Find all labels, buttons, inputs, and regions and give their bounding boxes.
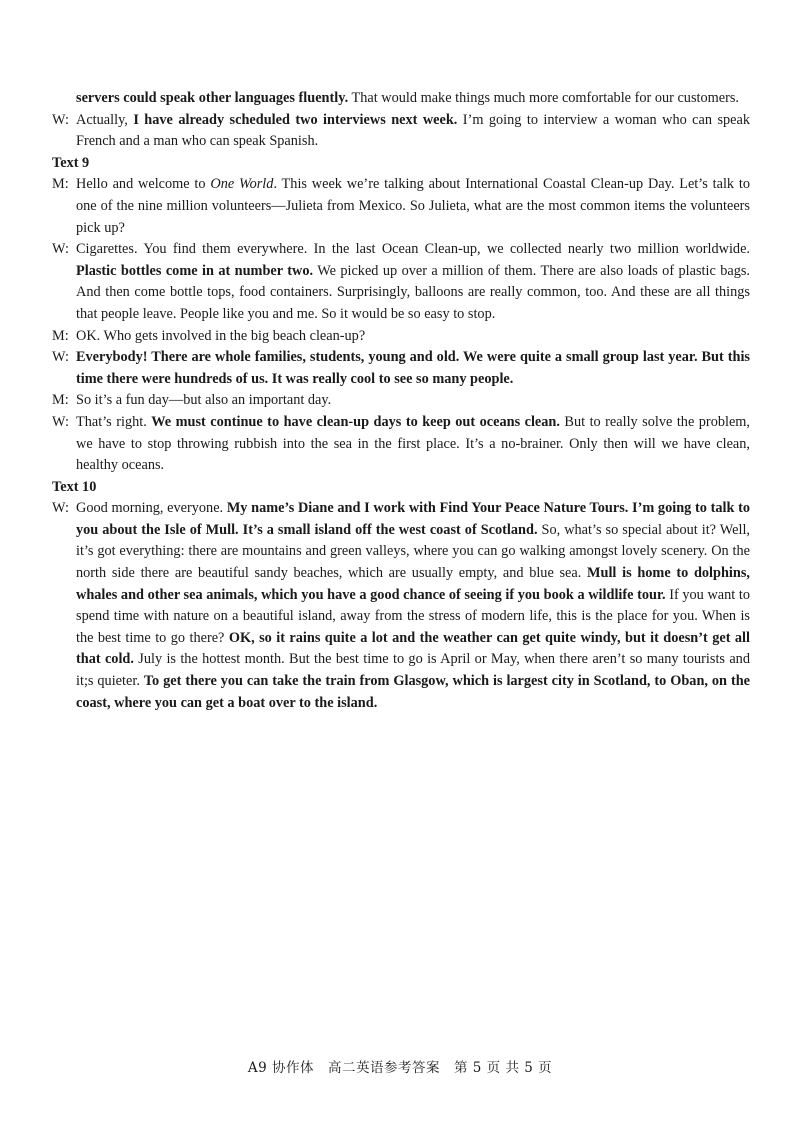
bold-text: OK, so it rains quite a lot and the weather can get quite windy, but it doesn’t get all that cold.	[76, 629, 750, 668]
text: So, what’s so special about it? Well, it’s got everything: there are mountains and green valleys, where you can go walking amongst lovely scenery. On the north side there are beautiful sandy beaches, which are usually empty, and blue sea.	[76, 521, 750, 582]
bold-text: I have already scheduled two interviews next week.	[133, 111, 458, 128]
bold-text: servers could speak other languages fluently.	[76, 90, 349, 106]
text: Cigarettes. You find them everywhere. In the last Ocean Clean-up, we collected nearly two million worldwide.	[76, 241, 750, 258]
bold-text: We must continue to have clean-up days to keep out oceans clean.	[151, 413, 560, 430]
dialogue-line	[52, 326, 750, 348]
dialogue-line	[52, 239, 750, 325]
dialogue-line	[52, 498, 750, 714]
dialogue-line	[52, 412, 750, 477]
text: That’s right.	[76, 413, 152, 430]
speaker-label: M:	[52, 327, 69, 344]
text: July is the hottest month. But the best time to go is April or May, when there aren’t so many tourists and it;s quieter.	[76, 651, 750, 690]
speaker-label: W:	[52, 413, 69, 430]
bold-text: To get there you can take the train from Glasgow, which is largest city in Scotland, to Oban, on the coast, where you can get a boat over to the island.	[76, 673, 750, 711]
bold-text: Mull is home to dolphins, whales and other sea animals, which you have a good chance of seeing if you book a wildlife tour.	[76, 565, 750, 603]
speaker-label: M:	[52, 176, 69, 193]
text: Hello and welcome to	[76, 176, 211, 193]
bold-text: My name’s Diane and I work with Find Your Peace Nature Tours. I’m going to talk to you about the Isle of Mull. It’s a small island off the west coast of Scotland.	[76, 500, 750, 538]
text: But to really solve the problem, we have to stop throwing rubbish into the sea in the first place. It’s a no-brainer. Only then will we have clean, healthy oceans.	[76, 413, 751, 474]
text: OK. Who gets involved in the big beach clean-up?	[76, 327, 366, 344]
speaker-label: W:	[52, 349, 69, 366]
continued-paragraph	[52, 88, 750, 110]
speaker-label: W:	[52, 111, 69, 128]
italic-text: One World	[210, 176, 274, 193]
text: If you want to spend time with nature on a beautiful island, away from the stress of modern life, this is the place for you. When is the best time to go there?	[76, 586, 750, 646]
text: We picked up over a million of them. There are also loads of plastic bags. And then come bottle tops, food containers. Surprisingly, balloons are really common, too. And these are all things that people leave. People like you and me. So it would be so easy to stop.	[76, 262, 751, 322]
page-footer: A9 协作体 高二英语参考答案 第 5 页 共 5 页	[247, 1060, 553, 1076]
dialogue-line	[52, 174, 750, 239]
speaker-label: W:	[52, 241, 69, 258]
text: Actually,	[76, 111, 134, 128]
dialogue-line	[52, 110, 750, 153]
speaker-label: W:	[52, 500, 69, 517]
text: That would make things much more comfortable for our customers.	[348, 90, 740, 106]
dialogue-line	[52, 347, 750, 390]
speaker-label: M:	[52, 392, 69, 409]
section-heading-text-9: Text 9	[52, 154, 90, 171]
text: So it’s a fun day—but also an important day.	[76, 392, 332, 409]
bold-text: Everybody! There are whole families, students, young and old. We were quite a small group last year. But this time there were hundreds of us. It was really cool to see so many people.	[76, 349, 750, 387]
text: I’m going to interview a woman who can speak French and a man who can speak Spanish.	[76, 111, 751, 150]
document-body	[52, 88, 750, 714]
bold-text: Plastic bottles come in at number two.	[76, 262, 314, 279]
dialogue-line	[52, 390, 750, 412]
text: . This week we’re talking about International Coastal Clean-up Day. Let’s talk to one of the nine million volunteers—Julieta from Mexico. So Julieta, what are the most common items the volunteers pick up?	[76, 176, 750, 236]
text: Good morning, everyone.	[76, 500, 227, 517]
section-heading-text-10: Text 10	[52, 478, 97, 495]
